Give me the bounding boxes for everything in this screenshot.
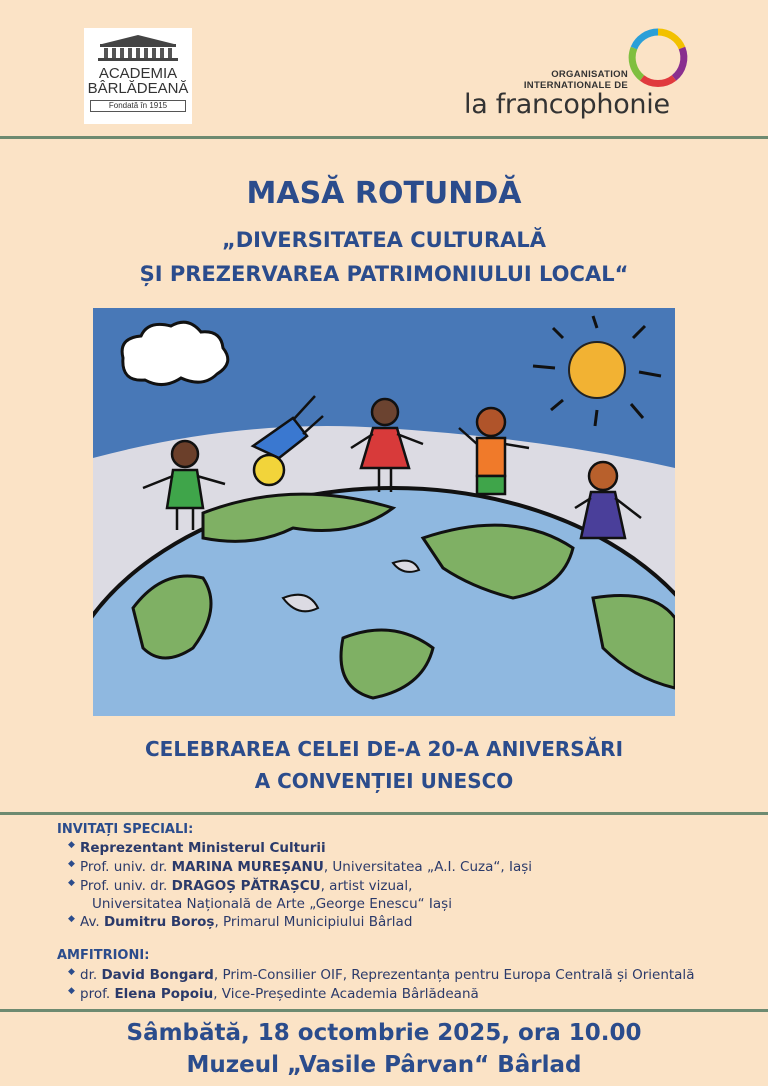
children-globe-painting bbox=[93, 308, 675, 716]
page-title: MASĂ ROTUNDĂ bbox=[246, 176, 522, 211]
subtitle-line2: ȘI PREZERVAREA PATRIMONIULUI LOCAL“ bbox=[139, 262, 629, 286]
bullet-icon: ◆ bbox=[68, 840, 75, 850]
guest-item bbox=[68, 859, 533, 875]
subtitle-line1: „DIVERSITATEA CULTURALĂ bbox=[221, 228, 547, 252]
org-line2: INTERNATIONALE DE bbox=[523, 80, 628, 91]
celebration-line1: CELEBRAREA CELEI DE-A 20-A ANIVERSĂRI bbox=[144, 737, 624, 761]
bullet-icon: ◆ bbox=[68, 859, 75, 869]
celebration-line2: A CONVENȚIEI UNESCO bbox=[254, 769, 514, 793]
francophonie-wordmark: la francophonie bbox=[464, 89, 670, 120]
org-line1: ORGANISATION bbox=[551, 69, 628, 80]
bullet-icon: ◆ bbox=[68, 986, 75, 996]
event-venue: Muzeul „Vasile Pârvan“ Bârlad bbox=[186, 1052, 582, 1078]
top-divider bbox=[0, 136, 768, 139]
event-datetime: Sâmbătă, 18 octombrie 2025, ora 10.00 bbox=[126, 1020, 642, 1046]
middle-divider bbox=[0, 812, 768, 815]
guest-item bbox=[68, 840, 326, 856]
guest-name: DRAGOȘ PĂTRAȘCU bbox=[171, 878, 321, 894]
host-prefix: prof. bbox=[80, 986, 115, 1002]
guests-heading: INVITAȚI SPECIALI: bbox=[57, 822, 194, 837]
guest-name: Reprezentant Ministerul Culturii bbox=[80, 840, 326, 856]
guest-item bbox=[68, 878, 413, 894]
guest-prefix: Av. bbox=[80, 914, 104, 930]
guest-name: MARINA MUREȘANU bbox=[171, 859, 324, 875]
hosts-heading: AMFITRIONI: bbox=[57, 948, 150, 963]
francophonie-org-text bbox=[524, 69, 628, 91]
guest-prefix: Prof. univ. dr. bbox=[80, 878, 172, 894]
bottom-divider bbox=[0, 1009, 768, 1012]
guest-affiliation: , artist vizual, bbox=[320, 878, 413, 894]
host-name: David Bongard bbox=[101, 967, 214, 983]
academia-founded: Fondată în 1915 bbox=[90, 100, 186, 112]
academia-name-line2: BÂRLĂDEANĂ bbox=[87, 80, 189, 97]
guest-name: Dumitru Boroș bbox=[103, 914, 215, 930]
host-item bbox=[68, 986, 479, 1002]
guest-prefix: Prof. univ. dr. bbox=[80, 859, 172, 875]
guest-item bbox=[68, 914, 413, 930]
francophonie-ring-icon bbox=[626, 26, 690, 90]
academia-barladeana-logo bbox=[84, 28, 192, 124]
sun bbox=[569, 342, 625, 398]
building-icon bbox=[96, 34, 180, 62]
francophonie-logo bbox=[462, 26, 702, 126]
guest-item-continuation: Universitatea Națională de Arte „George Enescu“ Iași bbox=[92, 896, 452, 912]
guest-affiliation: , Primarul Municipiului Bârlad bbox=[214, 914, 413, 930]
host-item bbox=[68, 967, 695, 983]
host-affiliation: , Prim-Consilier OIF, Reprezentanța pentru Europa Centrală și Orientală bbox=[213, 967, 695, 983]
host-prefix: dr. bbox=[80, 967, 102, 983]
host-name: Elena Popoiu bbox=[114, 986, 214, 1002]
guest-affiliation: , Universitatea „A.I. Cuza“, Iași bbox=[323, 859, 533, 875]
bullet-icon: ◆ bbox=[68, 878, 75, 888]
bullet-icon: ◆ bbox=[68, 914, 75, 924]
host-affiliation: , Vice-Președinte Academia Bârlădeană bbox=[213, 986, 479, 1002]
bullet-icon: ◆ bbox=[68, 967, 75, 977]
academia-name-line1: ACADEMIA bbox=[98, 65, 178, 82]
